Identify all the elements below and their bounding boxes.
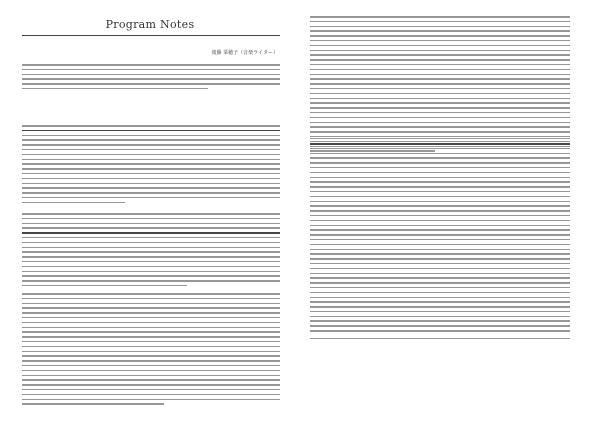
text-block-2: [22, 125, 280, 207]
text-block-1: [22, 64, 280, 93]
page-title: Program Notes: [105, 18, 195, 31]
title-rule: [22, 35, 280, 36]
section-divider: [310, 138, 570, 139]
text-block-4: [22, 293, 280, 408]
section-divider-2: [310, 338, 570, 339]
text-block-5: [310, 16, 570, 155]
text-block-3: [22, 213, 280, 290]
right-page: [300, 0, 600, 421]
byline: 後藤 菜穂子（音楽ライター）: [211, 50, 278, 56]
text-block-6: [310, 143, 570, 333]
